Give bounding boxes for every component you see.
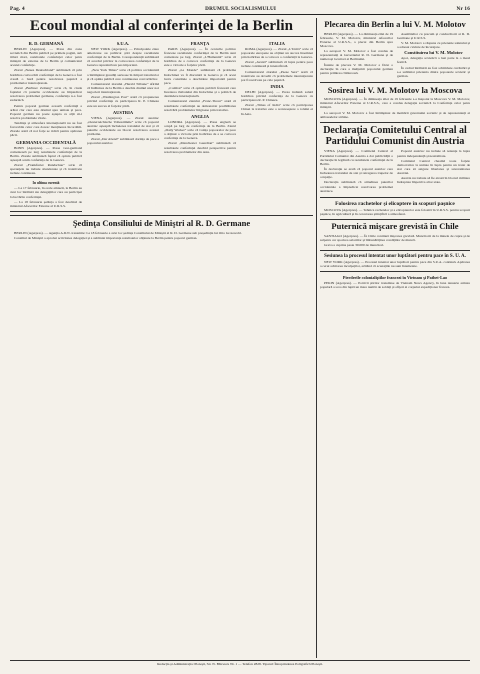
page-footer: Redacţia şi Administraţia: Ploieşti, Str. N. Bălcescu Nr. 1 — Telefon 2828. Tiparul: Întreprinderea Poligrafică Ploieşti.: [10, 660, 470, 670]
molotov-departure-col2-text: [397, 32, 470, 50]
council-col: [10, 231, 313, 242]
article-paragraph: — La 18 februarie şedinţa a fost deschisă de ministrul Afacerilor Externe al U.R.S.S.: [10, 199, 82, 208]
molotov-sub-text: [397, 56, 470, 78]
article-paragraph: În cadrul întâlnirii au fost schimbate cuvântări şi s-a subliniat prietenia dintre popoarele sovietic şi german.: [397, 65, 470, 78]
article-paragraph: Ziarul „Times of India” scrie că participarea Chinei la tratative este o recunoaştere a rolului ei în Asia.: [241, 103, 313, 116]
section-italia: ITALIA: [269, 40, 285, 46]
right-column: [320, 18, 470, 658]
article-paragraph: Ziarul „Avanti” subliniază că lupta pentru pace trebuie continuată şi intensificată.: [241, 60, 313, 69]
article-paragraph: „New York Times” scrie că politica occidentală a întâmpinat greutăţi serioase în timpul tratativelor şi că opinia publică cere continuarea convorbirilor.: [87, 68, 159, 81]
article-paragraph: Ziarul „Le Monde” subliniază că problema Indochinei va fi discutată la Geneva şi că acest lucru constituie o deschidere importantă pentru pace.: [164, 68, 236, 85]
article-paragraph: VIENA (Agerpres). — Comitetul Central al Partidului Comunist din Austria a dat publicităţii o declaraţie în legătură cu rezultatele conferinţei de la Berlin.: [320, 149, 393, 166]
article-paragraph: Apoi, delegaţia sovietică a luat parte la o masă festivă.: [397, 56, 470, 65]
molotov-departure-col1: [320, 32, 393, 80]
austria-declaration-col1: [320, 149, 393, 194]
subcol-2: [87, 39, 159, 214]
article-paragraph: — La 17 februarie, în orele amiezii, la Berlin au avut loc întâlniri ale delegaţiilor care au participat la lucrările conferinţei.: [10, 186, 82, 199]
bottom-rule: [10, 215, 313, 216]
vietnam-body: [320, 281, 470, 289]
article-paragraph: SANTIAGO (Agerpres). — În Chile continuă mişcarea grevistă. Muncitorii de la minele de cupru şi de salpetru cer sporirea salariilor şi îmbunătăţirea condiţiilor de muncă.: [320, 233, 470, 242]
molotov-departure-headline: Plecarea din Berlin a lui V. M. Molotov: [324, 19, 466, 29]
usa-trial-headline: Sesiunea la procesul intentat unor luptători pentru pace în S. U. A.: [324, 253, 466, 259]
main-headline: Ecoul mondial al conferinţei de la Berlin: [29, 18, 294, 34]
article-paragraph: Ziarul „Berliner Zeitung” scrie că, în ciuda faptului că puterile occidentale au împiedicat rezolvarea problemei germane, conferinţa n-a fost zadarnică.: [10, 86, 82, 103]
article-paragraph: NEW YORK (Agerpres). — Procesul intentat unor luptători pentru pace din S.U.A. continuă. Apărarea a cerut achitarea inculpaţilor, arătând că acuzaţiile nu sunt întemeiate.: [320, 259, 470, 268]
article-paragraph: Ziarul „Neues Deutschland” subliniază că prin hotărîrea convocării conferinţei de la Geneva a fost creată o bază pentru rezolvarea paşnică a problemelor internaţionale.: [10, 68, 82, 85]
article-paragraph: Poporul austriac nu trebuie să renunţe la lupta pentru independenţă şi neutralitate.: [397, 149, 470, 158]
article-paragraph: Comentatorul ziarului „Paese Sera” arată că tratativele au dovedit că problemele internaţionale pot fi rezolvate pe cale paşnică.: [241, 69, 313, 82]
col3-paragraphs-2: [164, 120, 236, 154]
article-paragraph: PEKIN (Agerpres). — Potrivit ştirilor transmise de Vietnam News Agency, în luna ianuarie armata populară a scos din luptă un mare număr de soldaţi şi ofiţeri ai corpului expediţionar francez.: [320, 280, 470, 289]
article-paragraph: Înainte de plecare V. M. Molotov a făcut o declaraţie în care a mulţumit poporului german pentru primirea călduroasă.: [320, 62, 393, 75]
column-divider: [316, 18, 317, 658]
chile-strike-headline: Puternică mişcare grevistă în Chile: [331, 221, 459, 232]
right-rule-3: [320, 197, 470, 198]
right-rule-6: [320, 271, 470, 272]
article-paragraph: BERLIN (Agerpres). — Presa din zona sovietică din Berlin publică pe primele pagini, sub titluri mari, rezultatele conferinţei celor patru miniştri de externe de la Berlin şi comunicatul acestei conferinţe.: [10, 46, 82, 68]
section-anglia: ANGLIA: [190, 113, 209, 119]
col2-paragraphs-2: [87, 116, 159, 146]
subcol-4: [241, 39, 313, 214]
article-paragraph: Ziarul „Manchester Guardian” subliniază că rezultatele conferinţei deschid perspective pentru rezolvarea problemelor din Asia.: [164, 141, 236, 154]
article-paragraph: În declaraţie se arată că poporul austriac cere încheierea tratatului de stat şi retragerea trupelor de ocupaţie.: [320, 167, 393, 180]
right-rule-5: [320, 250, 470, 251]
page-number-left: Pag. 4: [10, 6, 25, 12]
austria-declaration-body: [320, 149, 470, 194]
vietnam-headline: Pierderile colonialiştilor francezi în Vietnam şi Pathet-Lao: [342, 274, 448, 280]
article-paragraph: BERLIN (Agerpres). — Agenţia A.D.N. transmite: La 18 februarie a avut loc şedinţa Consiliului de Miniştri al R. D. Germane sub preşedinţia lui Otto Grotewohl.: [14, 230, 242, 235]
section-austria: AUSTRIA: [112, 109, 134, 115]
article-paragraph: La aeroport V. M. Molotov a fost întâmpinat de membrii guvernului sovietic şi de reprezentanţi ai ambasadelor străine.: [320, 110, 470, 119]
article-paragraph: Comitetul Central cheamă toate forţele democratice la unitate în lupta pentru un tratat de stat care să asigure libertatea şi suveranitatea Austriei.: [397, 158, 470, 176]
molotov-departure-col2: [397, 32, 470, 80]
article-paragraph: BERLIN (Agerpres). — La dimineaţa zilei de 19 februarie, V. M. Molotov, ministrul Afacerilor Externe al U.R.S.S., a plecat din Berlin spre Moscova.: [320, 31, 393, 48]
article-paragraph: LONDRA (Agerpres). — Presa engleză se ocupă pe larg de conferinţa de la Berlin. Ziarul „Daily Worker” scrie că voinţa popoarelor de pace a obţinut o victorie prin hotărîrea de a se convoca conferinţa de la Geneva.: [164, 119, 236, 141]
right-rule-1: [320, 82, 470, 83]
rockets-headline: Folosirea rachetelor şi elicoptere în scopuri paşnice: [335, 200, 455, 207]
left-subcolumns: [10, 39, 313, 214]
left-main-column: [10, 18, 313, 658]
newspaper-name: DRUMUL SOCIALISMULUI: [205, 6, 277, 12]
rockets-body: [320, 208, 470, 216]
article-paragraph: Ziarul „Frankfurter Rundschau” scrie că speranţele nu trebuie abandonate şi că tratativele trebuie continuate.: [10, 163, 82, 176]
article-paragraph: Ziarul „Der Abend” subliniază dorinţa de pace a poporului austriac.: [87, 137, 159, 146]
latest-news-paragraphs: [10, 186, 82, 208]
subcol-3: [164, 39, 236, 214]
article-paragraph: Austria nu trebuie să fie atrasă în blocuri militare îndreptate împotriva altor state.: [397, 176, 470, 185]
article-paragraph: „Combat” scrie că opinia publică franceză cere încetarea războiului din Indochina şi o politică de destindere internaţională.: [164, 86, 236, 99]
molotov-subhead: Constituirea lui V. M. Molotov: [404, 50, 463, 56]
article-paragraph: VIENA (Agerpres). — Ziarul austriac „Oesterreichische Volksstimme” scrie că poporul austriac aşteaptă încheierea tratatului de stat şi că puterile occidentale au blocat rezolvarea acestei probleme.: [87, 115, 159, 137]
austria-declaration-col2: [397, 149, 470, 194]
latest-news-title: In ultima curentă: [32, 181, 60, 186]
article-paragraph: Pentru poporul german această conferinţă a arătat clar care este drumul spre unitate şi pace. Poporul german nu poate aştepta ca alţii să-i rezolve problemele vitale.: [10, 103, 82, 120]
article-paragraph: MOSCOVA (Agerpres). — Tehnica rachetelor şi a elicopterelor este folosită în U.R.S.S. pentru scopuri paşnice, în agricultură şi în cercetarea ştiinţifică a atmosferei.: [320, 207, 470, 216]
col4-paragraphs-2: [241, 90, 313, 116]
molotov-arrival-headline: Sosirea lui V. M. Molotov la Moscova: [327, 84, 463, 95]
issue-number: Nr 16: [456, 6, 470, 12]
col4-paragraphs: [241, 47, 313, 82]
col3-paragraphs: [164, 47, 236, 112]
headline-rule: [10, 36, 313, 37]
chile-strike-body: [320, 234, 470, 247]
article-paragraph: La aeroport V. M. Molotov a fost condus de reprezentanţi ai Guvernului R. D. Germane şi de numeroşi locuitori ai Berlinului.: [320, 49, 393, 62]
section-sua: S.U.A.: [116, 40, 130, 46]
article-paragraph: MOSCOVA (Agerpres). — În dimineaţa zilei de 19 februarie s-a înapoiat la Moscova V. M. Molotov, ministrul Afacerilor Externe al U.R.S.S., care a condus delegaţia sovietică la Conferinţa celor patru miniştri.: [320, 97, 470, 110]
article-paragraph: Greva a cuprins peste 30.000 de muncitori.: [324, 243, 385, 248]
article-paragraph: Declaraţia subliniază că atitudinea puterilor occidentale a împiedicat rezolvarea problemei austriece.: [320, 180, 393, 193]
subcol-1: [10, 39, 82, 214]
article-paragraph: BONN (Agerpres). — Presa vest-germană comentează pe larg rezultatele conferinţei de la Berlin. Ziarele subliniază faptul că opinia publică aşteaptă acum conferinţa de la Geneva.: [10, 145, 82, 162]
right-rule-2: [320, 122, 470, 123]
section-rd-germana: R. D. GERMANĂ: [28, 40, 64, 46]
col1-paragraphs-2: [10, 146, 82, 176]
austria-declaration-headline: Declaraţia Comitetului Central al Partidului Comunist din Austria: [323, 125, 467, 148]
col2-paragraphs: [87, 47, 159, 108]
article-paragraph: Asemănător cu precum şi conducătorii ai R. D. Germane şi U.R.S.S.: [397, 31, 470, 40]
section-franta: FRANŢA: [190, 40, 210, 46]
article-paragraph: Tendinţa şi atmosfera internaţională nu au fost favorabile celor care doresc menţinerea încordării. Ziarele arată că noi forţe se ridică pentru apărarea păcii.: [10, 121, 82, 138]
molotov-arrival-body: [320, 97, 470, 119]
molotov-departure-body: [320, 32, 470, 80]
article-paragraph: NEW YORK (Agerpres). — Principalele ziare americane au publicat ştiri despre rezultatele conferinţei de la Berlin. Corespondenţii subliniază că acordul privitor la convocarea conferinţei de la Geneva reprezintă un pas important.: [87, 46, 159, 68]
article-paragraph: V. M. Molotov a răspuns cu prietenie salutului şi a adresat cuvinte de încurajare.: [397, 40, 470, 49]
article-paragraph: ROMA (Agerpres). — Ziarul „L'Unità” scrie că popoarele europene au obţinut un succes însemnat prin hotărîrea de a convoca o conferinţă la Geneva.: [241, 46, 313, 59]
right-rule-4: [320, 219, 470, 220]
section-germania-occidentala: GERMANIA OCCIDENTALĂ: [16, 139, 76, 145]
col1-paragraphs: [10, 47, 82, 138]
council-headline: Şedinţa Consiliului de Miniştri al R. D. Germane: [72, 218, 251, 228]
article-paragraph: PARIS (Agerpres). — În cercurile politice franceze rezultatele conferinţei de la Berlin sunt comentate pe larg. Ziarul „L'Humanité” scrie că hotărîrea de a convoca conferinţa de la Geneva este o victorie a forţelor păcii.: [164, 46, 236, 68]
council-body: [10, 231, 313, 242]
article-paragraph: Ziarul „Washington Post” arată că propunerea privind conferinţa cu participarea R. P. Chineze este un succes al forţelor păcii.: [87, 95, 159, 108]
usa-trial-body: [320, 260, 470, 268]
article-paragraph: Comentatorul ziarului „Herald Tribune” afirmă că întâlnirea de la Berlin a deschis drumul unor noi negocieri internaţionale.: [87, 81, 159, 95]
latest-news-box: [10, 177, 82, 212]
page-header: [10, 4, 470, 15]
article-paragraph: DELHI (Agerpres). — Presa indiană salută hotărîrea privind conferinţa de la Geneva cu participarea R. P. Chineze.: [241, 89, 313, 103]
article-paragraph: Comentatorul ziarului „Franc-Tireur” arată că rezultatele conferinţei au demonstrat posibilitatea rezolvării problemelor litigioase prin tratative.: [164, 99, 236, 112]
section-india: INDIA: [270, 83, 284, 89]
article-paragraph: Consiliul de Miniştri a aprobat activitatea delegaţiei şi a subliniat importanţa rezultatelor obţinute la Berlin pentru poporul german.: [14, 235, 198, 240]
